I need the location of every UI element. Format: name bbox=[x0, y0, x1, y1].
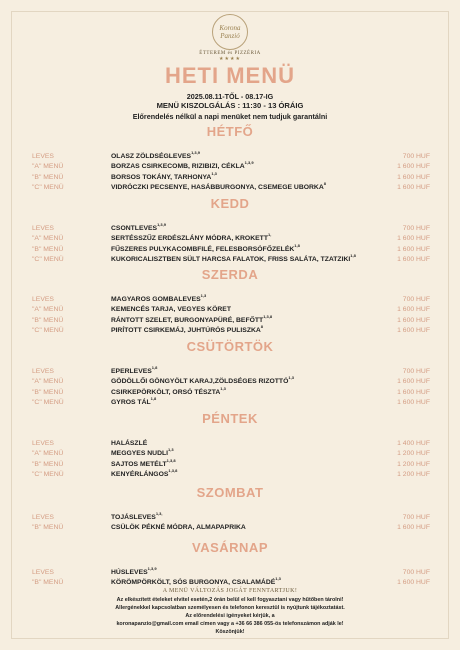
dish-text: BORZAS CSIRKECOMB, RIZIBIZI, CÉKLA bbox=[111, 163, 245, 171]
dish-text: VIDRÓCZKI PECSENYE, HASÁBBURGONYA, CSEMEGE UBORKA bbox=[111, 183, 324, 191]
dish-name bbox=[111, 467, 178, 480]
dish-name bbox=[111, 457, 176, 470]
dish-text: CSÜLÖK PÉKNÉ MÓDRA, ALMAPAPRIKA bbox=[111, 524, 246, 532]
menu-row bbox=[0, 224, 460, 234]
price: 1 600 HUF bbox=[397, 316, 430, 324]
menu-row bbox=[0, 305, 460, 315]
allergen-codes: 1,3 bbox=[200, 293, 207, 298]
day-heading: VASÁRNAP bbox=[192, 540, 268, 555]
dish-name bbox=[111, 449, 174, 459]
price: 1 600 HUF bbox=[397, 163, 430, 171]
footer-line-4: koronapanzio@gmail.com email címen vagy a +36 66 386 055-ös telefonszámon adják le! bbox=[116, 621, 344, 627]
menu-type: "B" MENÜ bbox=[32, 388, 64, 396]
price: 1 600 HUF bbox=[397, 235, 430, 243]
allergen-codes: 1,8 bbox=[150, 395, 157, 401]
allergen-codes: 1,3 bbox=[211, 170, 217, 176]
dish-name bbox=[111, 170, 217, 183]
allergen-codes: 1,3,9 bbox=[244, 160, 254, 166]
menu-row bbox=[0, 385, 460, 398]
dish-name bbox=[111, 234, 271, 244]
dish-text: RÁNTOTT SZELET, BURGONYAPÜRÉ, BEFŐTT bbox=[111, 316, 264, 324]
allergen-codes: 1,3,8 bbox=[168, 467, 178, 473]
page-title: HETI MENÜ bbox=[165, 63, 295, 88]
dish-text: KUKORICALISZTBEN SÜLT HARCSA FALATOK, FRISS SALÁTA, TZATZIKI bbox=[111, 255, 351, 263]
menu-row bbox=[0, 568, 460, 578]
allergen-codes: 1,3 bbox=[220, 385, 226, 391]
allergen-codes: 1,3 bbox=[275, 576, 281, 582]
footer-line-3: Az előrendelési igényeket kérjük, a bbox=[185, 613, 275, 619]
dish-name bbox=[111, 295, 206, 305]
menu-row bbox=[0, 367, 460, 377]
menu-type: "C" MENÜ bbox=[32, 326, 64, 334]
dish-name bbox=[111, 367, 157, 377]
menu-row bbox=[0, 523, 460, 533]
dish-text: CSIRKEPÖRKÖLT, ORSÓ TÉSZTA bbox=[111, 388, 221, 396]
allergen-codes: 1,8 bbox=[151, 365, 158, 370]
menu-row bbox=[0, 313, 460, 326]
allergen-codes: 1,3,8 bbox=[263, 313, 273, 319]
price: 1 600 HUF bbox=[397, 245, 430, 253]
dish-name bbox=[111, 523, 246, 533]
dish-text: KÖRÖMPÖRKÖLT, SÓS BURGONYA, CSALAMÁDÉ bbox=[111, 579, 276, 587]
day-heading: CSÜTÖRTÖK bbox=[186, 339, 274, 354]
dish-name bbox=[111, 385, 226, 398]
dish-text: CSONTLEVES bbox=[111, 225, 158, 232]
day-heading: PÉNTEK bbox=[202, 411, 258, 426]
allergen-codes: 1,8 bbox=[294, 242, 300, 248]
allergen-codes: 1,3,9 bbox=[147, 566, 157, 571]
menu-row bbox=[0, 449, 460, 459]
menu-type: "A" MENÜ bbox=[32, 378, 64, 386]
menu-type: "A" MENÜ bbox=[32, 163, 64, 171]
day-heading: HÉTFŐ bbox=[206, 124, 254, 139]
price: 1 600 HUF bbox=[397, 183, 430, 191]
dish-name bbox=[111, 439, 147, 449]
menu-row bbox=[0, 180, 460, 193]
dish-text: MEGGYES NUDLI bbox=[111, 450, 169, 458]
dish-name bbox=[111, 395, 157, 408]
menu-type: "C" MENÜ bbox=[32, 398, 64, 406]
allergen-codes: 1,8 bbox=[350, 252, 356, 258]
dish-name bbox=[111, 578, 281, 588]
menu-type: LEVES bbox=[32, 569, 54, 576]
dish-name bbox=[111, 224, 166, 234]
dish-text: HÚSLEVES bbox=[111, 569, 148, 576]
dish-text: OLASZ ZÖLDSÉGLEVES bbox=[111, 153, 192, 160]
dish-text: MAGYAROS GOMBALEVES bbox=[111, 296, 201, 303]
menu-type: LEVES bbox=[32, 440, 54, 447]
dish-name bbox=[111, 323, 264, 336]
menu-type: "C" MENÜ bbox=[32, 470, 64, 478]
menu-row bbox=[0, 170, 460, 183]
menu-type: LEVES bbox=[32, 296, 54, 303]
allergen-codes: 1,3, bbox=[155, 511, 163, 516]
allergen-codes: 1,3,9 bbox=[191, 150, 200, 155]
price: 1 600 HUF bbox=[397, 579, 430, 587]
menu-type: "C" MENÜ bbox=[32, 183, 64, 191]
restaurant-logo bbox=[0, 14, 460, 62]
menu-row bbox=[0, 295, 460, 305]
preorder-notice: Előrendelés nélkül a napi menüket nem tudjuk garantálni bbox=[132, 112, 328, 121]
menu-row bbox=[0, 234, 460, 244]
price: 1 600 HUF bbox=[397, 326, 430, 334]
dish-text: BORSOS TOKÁNY, TARHONYA bbox=[111, 173, 212, 181]
dish-name bbox=[111, 152, 200, 162]
dish-text: TOJÁSLEVES bbox=[111, 514, 156, 521]
dish-text: GYROS TÁL bbox=[111, 398, 151, 406]
day-heading: SZERDA bbox=[201, 267, 259, 282]
logo-stars: ★★★★ bbox=[219, 56, 241, 62]
price: 700 HUF bbox=[402, 569, 430, 576]
menu-row bbox=[0, 439, 460, 449]
price: 700 HUF bbox=[402, 225, 430, 232]
footer-reserve: A MENÜ VÁLTOZÁS JOGÁT FENNTARTJUK! bbox=[162, 588, 298, 594]
price: 1 200 HUF bbox=[397, 460, 430, 468]
dish-text: PIRÍTOTT CSIRKEMÁJ, JUHTÚRÓS PULISZKA bbox=[111, 326, 261, 334]
price: 1 600 HUF bbox=[397, 388, 430, 396]
menu-type: LEVES bbox=[32, 225, 54, 232]
dish-name bbox=[111, 377, 294, 387]
menu-type: "A" MENÜ bbox=[32, 235, 64, 243]
dish-name bbox=[111, 162, 254, 172]
menu-row bbox=[0, 513, 460, 523]
price: 1 600 HUF bbox=[397, 173, 430, 181]
menu-row bbox=[0, 467, 460, 480]
footer-line-5: Köszönjük! bbox=[215, 629, 245, 635]
allergen-codes: 1, bbox=[267, 232, 272, 238]
menu-type: "B" MENÜ bbox=[32, 316, 64, 324]
menu-type: "B" MENÜ bbox=[32, 460, 64, 468]
menu-row bbox=[0, 152, 460, 162]
menu-type: "B" MENÜ bbox=[32, 173, 64, 181]
price: 1 600 HUF bbox=[397, 306, 430, 314]
dish-name bbox=[111, 513, 163, 523]
menu-row bbox=[0, 578, 460, 588]
logo-subtitle: ÉTTEREM és PIZZÉRIA bbox=[199, 51, 261, 56]
price: 1 200 HUF bbox=[397, 450, 430, 458]
price: 1 600 HUF bbox=[397, 398, 430, 406]
dish-name bbox=[111, 313, 273, 326]
dish-text: SAJTOS METÉLT bbox=[111, 460, 167, 468]
dish-text: EPERLEVES bbox=[111, 368, 152, 375]
menu-type: "B" MENÜ bbox=[32, 579, 64, 587]
price: 700 HUF bbox=[402, 153, 430, 160]
dish-text: SERTÉSSZŰZ ERDÉSZLÁNY MÓDRA, KROKETT bbox=[111, 235, 268, 243]
day-heading: SZOMBAT bbox=[196, 485, 264, 500]
dish-name bbox=[111, 180, 326, 193]
price: 700 HUF bbox=[402, 514, 430, 521]
allergen-codes: 1,3 bbox=[288, 375, 294, 381]
dish-text: KEMENCÉS TARJA, VEGYES KÖRET bbox=[111, 306, 231, 314]
menu-row bbox=[0, 323, 460, 336]
dish-text: KENYÉRLÁNGOS bbox=[111, 470, 169, 478]
dish-text: HALÁSZLÉ bbox=[111, 440, 148, 447]
footer-line-1: Az elkészített ételeket elvitel esetén,2 órán belül el kell fogyasztani vagy hűtőben tárolni! bbox=[116, 597, 344, 603]
dish-name bbox=[111, 568, 157, 578]
menu-type: "C" MENÜ bbox=[32, 255, 64, 263]
menu-type: "A" MENÜ bbox=[32, 450, 64, 458]
allergen-codes: 8 bbox=[260, 323, 264, 329]
allergen-codes: 8 bbox=[323, 180, 326, 186]
date-range: 2025.08.11-TŐL - 08.17-IG bbox=[186, 92, 274, 101]
menu-type: "B" MENÜ bbox=[32, 524, 64, 532]
menu-type: "B" MENÜ bbox=[32, 245, 64, 253]
dish-text: GÖDÖLLŐI GÖNGYÖLT KARAJ,ZÖLDSÉGES RIZOTTÓ bbox=[111, 378, 289, 386]
menu-type: "A" MENÜ bbox=[32, 306, 64, 314]
menu-row bbox=[0, 242, 460, 255]
price: 1 400 HUF bbox=[397, 440, 430, 447]
menu-row bbox=[0, 252, 460, 265]
price: 700 HUF bbox=[402, 296, 430, 303]
menu-type: LEVES bbox=[32, 368, 54, 375]
price: 700 HUF bbox=[402, 368, 430, 375]
allergen-codes: 1,3,9 bbox=[157, 222, 166, 227]
price: 1 600 HUF bbox=[397, 524, 430, 532]
price: 1 600 HUF bbox=[397, 378, 430, 386]
price: 1 600 HUF bbox=[397, 255, 430, 263]
dish-name bbox=[111, 305, 231, 315]
menu-type: LEVES bbox=[32, 153, 54, 160]
menu-row bbox=[0, 395, 460, 408]
logo-emblem: Korona Panzió bbox=[212, 14, 248, 50]
footer-line-2: Allergénekkel kapcsolatban személyesen és telefonon keresztül is nyújtunk tájékoztatást. bbox=[115, 605, 345, 611]
allergen-codes: 1,3,8 bbox=[166, 457, 176, 463]
menu-row bbox=[0, 162, 460, 172]
menu-row bbox=[0, 377, 460, 387]
menu-row bbox=[0, 457, 460, 470]
dish-name bbox=[111, 252, 356, 265]
price: 1 200 HUF bbox=[397, 470, 430, 478]
service-time: MENÜ KISZOLGÁLÁS : 11:30 - 13 ÓRÁIG bbox=[156, 101, 304, 110]
dish-text: FŰSZERES PULYKACOMBFILÉ, FELESBORSÓFŐZELÉK bbox=[111, 245, 295, 253]
day-heading: KEDD bbox=[210, 196, 250, 211]
dish-name bbox=[111, 242, 300, 255]
menu-type: LEVES bbox=[32, 514, 54, 521]
allergen-codes: 1,3 bbox=[168, 447, 174, 453]
